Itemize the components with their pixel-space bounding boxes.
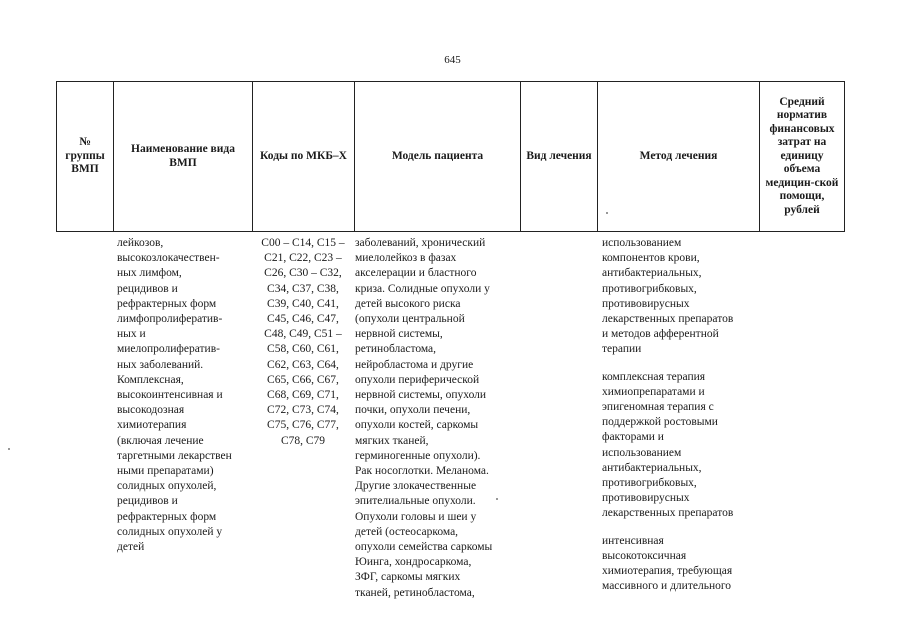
patient-model-line: заболеваний, хронический (355, 237, 486, 249)
patient-model-line: нервной системы, опухоли (355, 389, 487, 402)
icd-code-line: C62, C63, C64, (267, 358, 339, 371)
method-line: лекарственных препаратов (602, 313, 734, 326)
scan-speck (8, 448, 10, 450)
method-line: противогрибковых, (602, 477, 697, 490)
vmp-name-line: ных и (117, 328, 146, 341)
vmp-name-line: химиотерапия (117, 419, 187, 432)
method-block (602, 534, 762, 595)
vmp-name-line: высокоинтенсивная и (117, 389, 223, 402)
method-line: противовирусных (602, 297, 690, 310)
patient-model-line: мягких тканей, (355, 434, 429, 447)
icd-code-line: C72, C73, C74, (267, 404, 339, 417)
header-icd-codes: Коды по МКБ–X (253, 82, 355, 232)
header-row (57, 82, 845, 232)
vmp-name-line: ных заболеваний. (117, 358, 204, 371)
method-line: лекарственных препаратов (602, 507, 734, 520)
icd-code-line: C39, C40, C41, (267, 297, 339, 310)
patient-model-line: нервной системы, (355, 328, 443, 341)
patient-model-line: почки, опухоли печени, (355, 404, 471, 417)
header-vmp-name: Наименование вида ВМП (114, 82, 253, 232)
patient-model-line: миелолейкоз в фазах (355, 252, 457, 265)
vmp-name-line: лейкозов, (117, 237, 164, 249)
icd-code-line: C26, C30 – C32, (264, 267, 342, 280)
patient-model-line: опухоли костей, саркомы (355, 419, 479, 432)
method-line: эпигеномная терапия с (602, 401, 714, 414)
scan-speck (496, 498, 498, 500)
vmp-name-line: таргетными лекарствен (117, 449, 232, 462)
page-number: 645 (444, 54, 461, 66)
scan-speck (606, 212, 608, 214)
icd-codes-column (254, 236, 352, 449)
method-line: химиотерапия, требующая (602, 565, 733, 578)
patient-model-line: Другие злокачественные (355, 480, 477, 493)
patient-model-line: тканей, ретинобластома, (355, 586, 475, 599)
vmp-name-line: ными препаратами) (117, 465, 214, 478)
icd-code-line: C58, C60, C61, (267, 343, 339, 356)
patient-model-column (355, 236, 521, 601)
method-line: терапии (602, 343, 642, 356)
vmp-name-line: (включая лечение (117, 434, 204, 447)
vmp-name-line: миелопролифератив- (117, 343, 220, 356)
method-line: и методов афферентной (602, 328, 719, 341)
method-line: факторами и (602, 431, 664, 444)
patient-model-line: акселерации и бластного (355, 267, 477, 280)
icd-code-line: C34, C37, C38, (267, 282, 339, 295)
method-line: использованием (602, 237, 682, 249)
table-header (56, 81, 845, 232)
header-group-number: № группы ВМП (57, 82, 114, 232)
patient-model-line: герминогенные опухоли). (355, 449, 481, 462)
icd-code-line: C00 – C14, C15 – (261, 237, 345, 249)
patient-model-line: ретинобластома, (355, 343, 437, 356)
icd-code-line: C45, C46, C47, (267, 313, 339, 326)
header-treatment-type: Вид лечения (521, 82, 598, 232)
treatment-method-column (602, 236, 762, 594)
icd-code-line: C68, C69, C71, (267, 389, 339, 402)
icd-code-line: C78, C79 (280, 434, 326, 447)
method-line: массивного и длительного (602, 580, 732, 593)
method-line: противовирусных (602, 492, 690, 505)
icd-code-line: C65, C66, C67, (267, 373, 339, 386)
patient-model-line: Рак носоглотки. Меланома. (355, 465, 489, 478)
method-line: противогрибковых, (602, 282, 697, 295)
vmp-name-line: рефрактерных форм (117, 510, 217, 523)
method-line: использованием (602, 446, 682, 459)
method-line: комплексная терапия (602, 370, 706, 383)
vmp-name-line: высокодозная (117, 404, 185, 417)
method-line: компонентов крови, (602, 252, 700, 265)
icd-code-line: C21, C22, C23 – (264, 252, 342, 265)
method-line: антибактериальных, (602, 267, 702, 280)
patient-model-line: эпителиальные опухоли. (355, 495, 476, 508)
patient-model-line: (опухоли центральной (355, 313, 465, 326)
vmp-name-line: солидных опухолей у (117, 525, 223, 538)
patient-model-line: опухоли периферической (355, 373, 480, 386)
patient-model-line: детей (остеосаркома, (355, 525, 459, 538)
vmp-name-line: лимфопролифератив- (117, 313, 223, 326)
patient-model-line: нейробластома и другие (355, 358, 474, 371)
vmp-name-line: солидных опухолей, (117, 480, 217, 493)
header-patient-model: Модель пациента (355, 82, 521, 232)
vmp-name-line: детей (117, 541, 145, 554)
vmp-name-line: рецидивов и (117, 495, 178, 508)
header-treatment-method: Метод лечения (598, 82, 760, 232)
patient-model-line: криза. Солидные опухоли у (355, 282, 490, 295)
patient-model-line: Опухоли головы и шеи у (355, 510, 477, 523)
method-line: поддержкой ростовыми (602, 416, 718, 429)
patient-model-line: детей высокого риска (355, 297, 461, 310)
method-line: антибактериальных, (602, 461, 702, 474)
method-line: высокотоксичная (602, 549, 687, 562)
method-line: интенсивная (602, 534, 664, 547)
vmp-name-line: рецидивов и (117, 282, 178, 295)
vmp-name-line: ных лимфом, (117, 267, 182, 280)
icd-code-line: C48, C49, C51 – (264, 328, 342, 341)
vmp-name-line: высокозлокачествен- (117, 252, 220, 265)
icd-code-line: C75, C76, C77, (267, 419, 339, 432)
method-line: химиопрепаратами и (602, 385, 705, 398)
patient-model-line: опухоли семейства саркомы (355, 541, 493, 554)
vmp-name-line: Комплексная, (117, 373, 184, 386)
patient-model-line: Юинга, хондросаркома, (355, 556, 472, 569)
patient-model-line: ЗФГ, саркомы мягких (355, 571, 461, 584)
method-block (602, 236, 762, 358)
method-block (602, 370, 762, 522)
header-cost-norm: Средний норматив финансовых затрат на единицу объема медицин-ской помощи, рублей (760, 82, 845, 232)
vmp-name-line: рефрактерных форм (117, 297, 217, 310)
vmp-name-column (117, 236, 257, 555)
